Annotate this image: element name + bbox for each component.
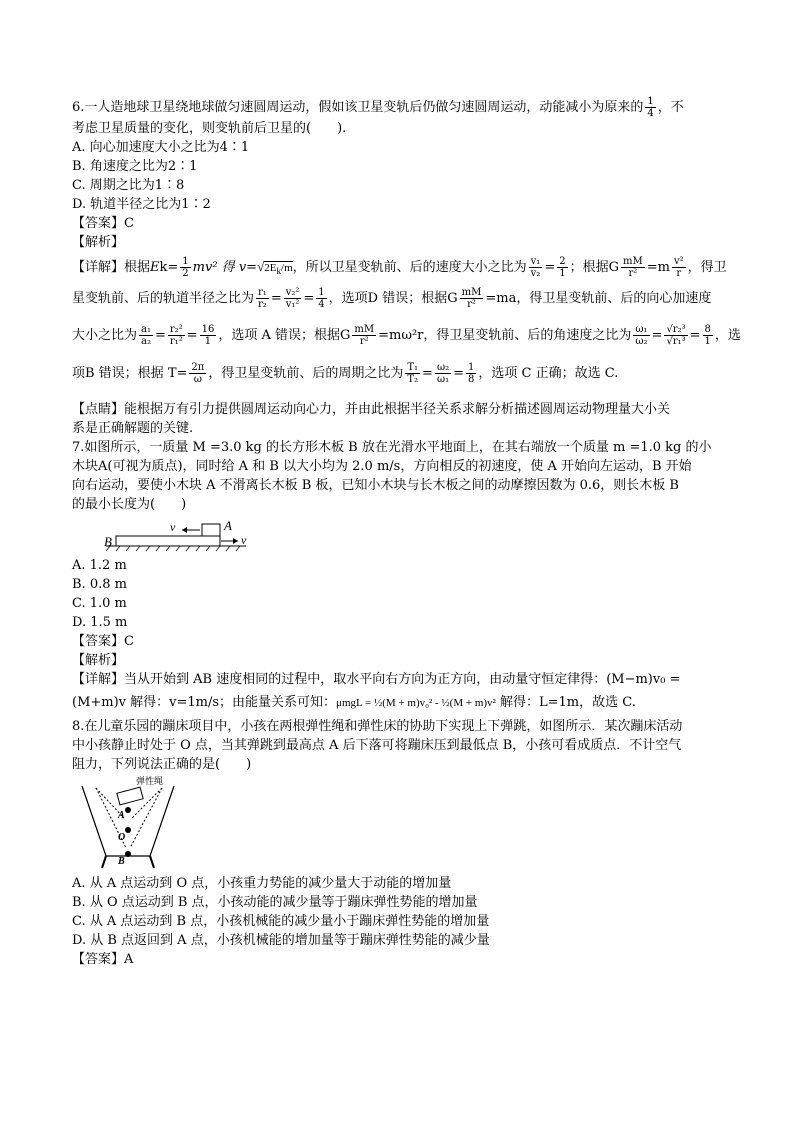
q6-stem-line2: 考虑卫星质量的变化，则变轨前后卫星的( ). [72,121,347,136]
q6-answer: 【答案】C [72,216,134,231]
q6-point-line1: 【点睛】能根据万有引力提供圆周运动向心力，并由此根据半径关系求解分析描述圆周运动物理量大小关 [72,402,671,417]
q8-stem-line3: 阻力，下列说法正确的是( ) [72,757,252,772]
svg-text:O: O [118,832,126,843]
q7-analysis-label: 【解析】 [72,653,125,668]
q6-option-d: D. 轨道半径之比为1∶2 [72,197,211,212]
svg-text:B: B [118,856,125,867]
board-b [116,536,220,546]
label-a: A [224,518,232,533]
q8-answer: 【答案】A [72,952,134,967]
q6-analysis-label: 【解析】 [72,235,125,250]
q7-answer: 【答案】C [72,634,134,649]
q7-option-a: A. 1.2 m [72,558,127,573]
q7-figure-board-block [86,516,256,554]
svg-text:v: v [241,533,247,547]
q6-point-line2: 系是正确解题的关键. [72,421,194,436]
q7-stem-line2: 木块A(可视为质点)，同时给 A 和 B 以大小均为 2.0 m/s，方向相反的初速度，使 A 开始向左运动，B 开始 [72,459,692,474]
q6-detail-line3: 大小之比为 $\frac{\text{a₁}}{\text{a₂}}$ = $\frac{\text{r₂²}}{\text{r₁²}}$ = $\frac{16}{1}$ ，选项 A 错误；根据G $\frac{mM}{\text{r²}}$ =mω²r，得卫星变轨前、后的角速度之比为 $\frac{\text{ω₁}}{\text{ω₂}}$ = $\frac{\text{√r₂³}}{\text{√r₁³}}$ = $\frac{8}{1}$ ，选 [72,324,741,347]
q8-stem-line1: 8.在儿童乐园的蹦床项目中，小孩在两根弹性绳和弹性床的协助下实现上下弹跳，如图所示．某次蹦床活动 [72,719,683,734]
svg-text:v: v [170,520,176,534]
q6-option-b: B. 角速度之比为2∶1 [72,159,198,174]
q8-option-b: B. 从 O 点运动到 B 点，小孩动能的减少量等于蹦床弹性势能的增加量 [72,895,478,910]
exam-page [72,96,741,969]
q8-option-d: D. 从 B 点返回到 A 点，小孩机械能的增加量等于蹦床弹性势能的减少量 [72,933,490,948]
q7-option-d: D. 1.5 m [72,615,128,630]
q6-option-c: C. 周期之比为1∶8 [72,178,185,193]
q8-option-a: A. 从 A 点运动到 O 点，小孩重力势能的减少量大于动能的增加量 [72,876,452,891]
q6-detail-line4: 项B 错误；根据 T= $\frac{2\pi}{\omega}$ ，得卫星变轨前、后的周期之比为 $\frac{\text{T₁}}{\text{T₂}}$ = $\frac{\text{ω₂}}{\text{ω₁}}$ = $\frac{1}{8}$ ，选项 C 正确；故选 C. [72,362,619,385]
q6-stem-line1: 6.一人造地球卫星绕地球做匀速圆周运动，假如该卫星变轨后仍做匀速圆周运动，动能减小为原来的 $\frac{1}{4}$ ，不 [72,96,684,119]
svg-text:A: A [118,810,125,821]
q7-option-c: C. 1.0 m [72,596,127,611]
q7-stem-line4: 的最小长度为( ) [72,497,187,512]
q6-option-a: A. 向心加速度大小之比为4∶1 [72,140,250,155]
q7-stem-line1: 7.如图所示，一质量 M =3.0 kg 的长方形木板 B 放在光滑水平地面上，在其右端放一个质量 m =1.0 kg 的小 [72,440,712,455]
q8-stem-line2: 中小孩静止时处于 O 点，当其弹跳到最高点 A 后下落可将蹦床压到最低点 B，小孩可看成质点．不计空气 [72,738,682,753]
fraction: $\frac{1}{4}$ [647,96,654,119]
q7-detail-line1: 【详解】当从开始到 AB 速度相同的过程中，取水平向右方向为正方向，由动量守恒定律得：(M−m)v₀ = [72,672,681,687]
q7-detail-line2: (M+m)v 解得：v=1m/s；由能量关系可知：μmgL = ½(M + m)v₀² - ½(M + m)v² 解得：L=1m，故选 C. [72,695,636,710]
q7-stem-line3: 向右运动，要使小木块 A 不滑离长木板 B 板，已知小木块与长木板之间的动摩擦因数为 0.6，则长木板 B [72,478,679,493]
q8-figure-trampoline [76,776,186,872]
label-elastic-rope: 弹性绳 [136,776,164,786]
q7-option-b: B. 0.8 m [72,577,127,592]
arrow-right-icon [233,538,238,544]
q6-detail-line1: 【详解】根据Ek= $\frac{1}{2}$ mv² 得 $v=√2E_k/m$，所以卫星变轨前、后的速度大小之比为 $\frac{\text{v₁}}{\text{v₂}}$ = $\frac{2}{1}$ ；根据G $\frac{mM}{\text{r²}}$ =m $\frac{\text{v²}}{r}$ ，得卫 [72,256,727,279]
sqrt-expression: $√2E_k/m$ [257,259,293,277]
q6-detail-line2: 星变轨前、后的轨道半径之比为 $\frac{\text{r₁}}{\text{r₂}}$ = $\frac{\text{v₂²}}{\text{v₁²}}$ = $\frac{1}{4}$ ，选项D 错误；根据G $\frac{mM}{\text{r²}}$ =ma，得卫星变轨前、后的向心加速度 [72,287,712,310]
block-a [202,524,220,536]
arrow-left-icon [182,527,187,533]
q8-option-c: C. 从 A 点运动到 B 点，小孩机械能的减少量小于蹦床弹性势能的增加量 [72,914,490,929]
label-b: B [104,534,112,549]
